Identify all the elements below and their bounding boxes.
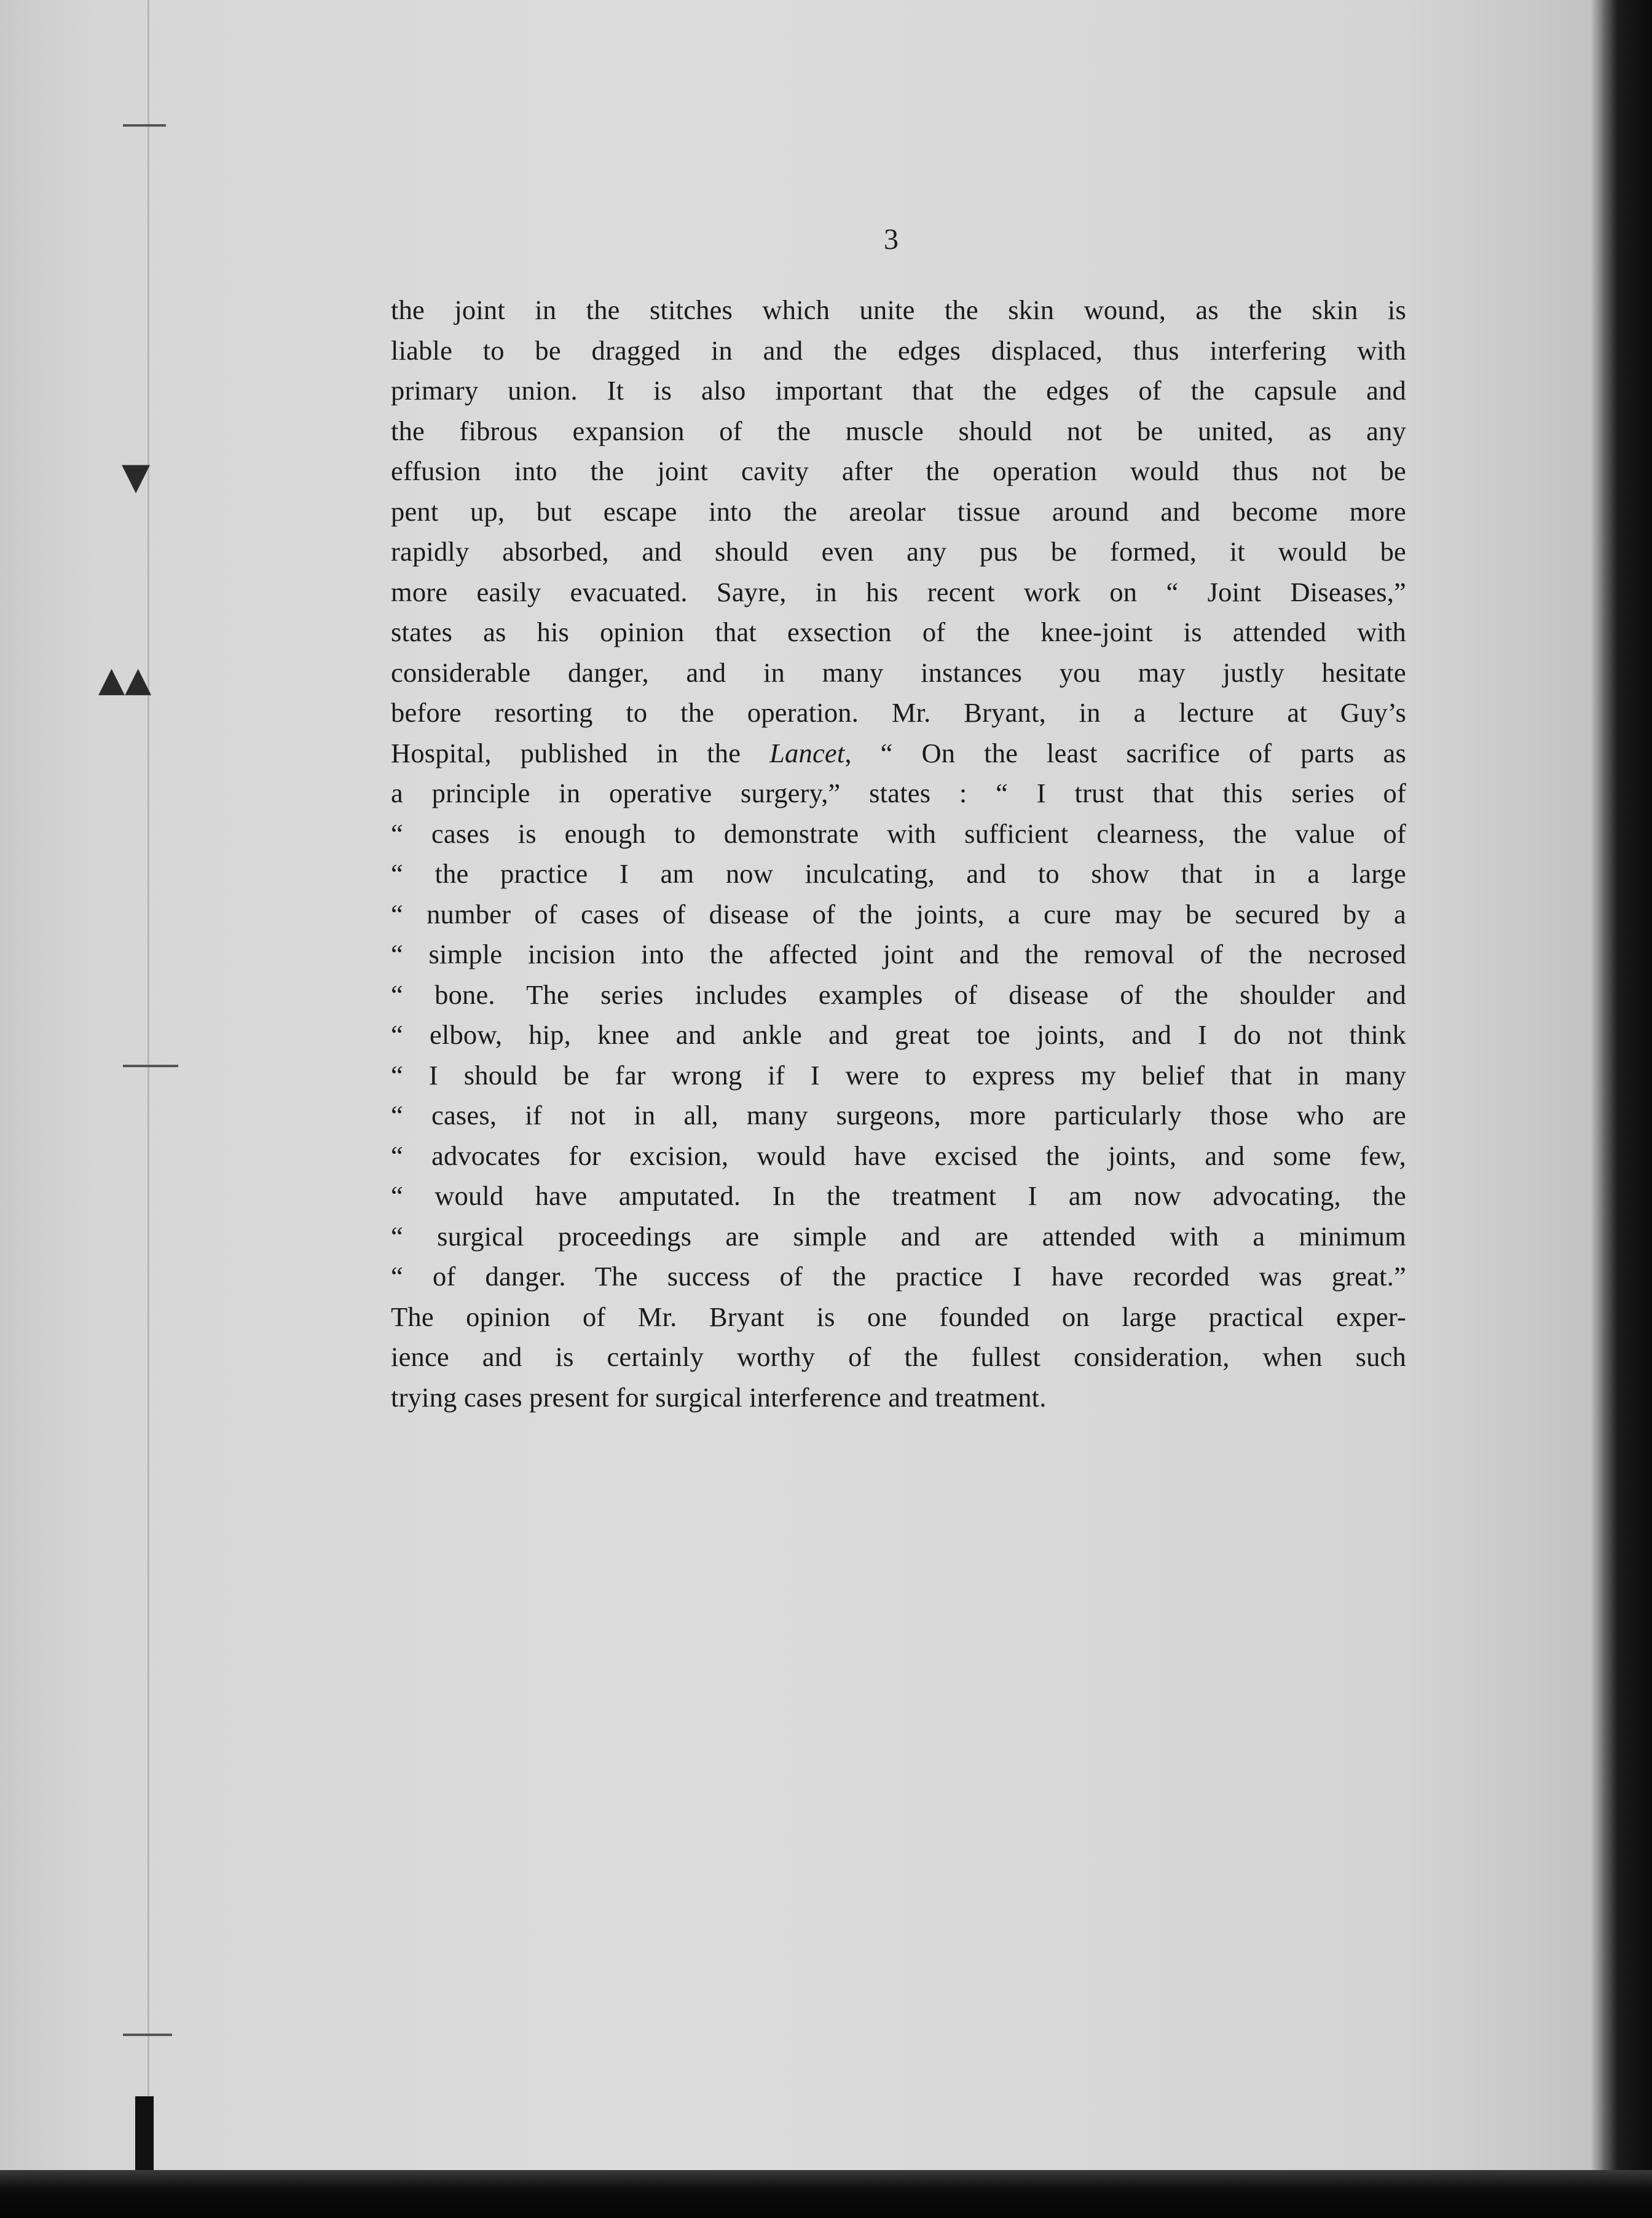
text-line: “ surgical proceedings are simple and are attended with a minimum <box>391 1220 1406 1252</box>
text-line: “ advocates for excision, would have excised the joints, and some few, <box>391 1140 1406 1171</box>
margin-mark <box>123 124 166 127</box>
text-line: pent up, but escape into the areolar tissue around and become more <box>391 495 1406 527</box>
binding-line <box>148 0 149 2170</box>
text-line: a principle in operative surgery,” states : “ I trust that this series of <box>391 778 1406 808</box>
text-line: “ of danger. The success of the practice I have recorded was great.” <box>391 1261 1406 1292</box>
page-edge-bottom-left <box>135 2096 154 2176</box>
text-line: The opinion of Mr. Bryant is one founded on large practical exper- <box>391 1301 1406 1332</box>
text-line: more easily evacuated. Sayre, in his recent work on “ Joint Diseases,” <box>391 576 1406 607</box>
text-line: “ I should be far wrong if I were to express my belief that in many <box>391 1059 1406 1091</box>
margin-mark <box>123 2034 172 2036</box>
margin-mark <box>123 1065 178 1067</box>
text-line: effusion into the joint cavity after the operation would thus not be <box>391 456 1406 486</box>
text-line: states as his opinion that exsection of the knee-joint is attended with <box>391 617 1406 647</box>
margin-mark: ▲▲ <box>98 659 152 700</box>
text-line: “ would have amputated. In the treatment I am now advocating, the <box>391 1180 1406 1211</box>
margin-mark: ▼ <box>122 455 151 498</box>
text-line: rapidly absorbed, and should even any pus be formed, it would be <box>391 536 1406 567</box>
text-line: Hospital, published in the Lancet, “ On the least sacrifice of parts as <box>391 737 1406 768</box>
text-line: liable to be dragged in and the edges displaced, thus interfering with <box>391 334 1406 366</box>
text-line: “ cases, if not in all, many surgeons, more particularly those who are <box>391 1100 1406 1131</box>
italic-journal-title: Lancet <box>769 737 845 768</box>
text-line: primary union. It is also important that the edges of the capsule and <box>391 375 1406 406</box>
text-line: ience and is certainly worthy of the fullest consideration, when such <box>391 1341 1406 1372</box>
text-line: “ elbow, hip, knee and ankle and great toe joints, and I do not think <box>391 1019 1406 1050</box>
page-edge-right <box>1603 0 1652 2218</box>
body-text <box>391 290 1406 1418</box>
page-number: 3 <box>884 223 899 256</box>
text-line: “ the practice I am now inculcating, and to show that in a large <box>391 858 1406 889</box>
text-line: considerable danger, and in many instances you may justly hesitate <box>391 657 1406 688</box>
text-line: the fibrous expansion of the muscle should not be united, as any <box>391 415 1406 446</box>
page-shadow-right <box>1591 0 1604 2218</box>
text-line: before resorting to the operation. Mr. Bryant, in a lecture at Guy’s <box>391 697 1406 728</box>
text-line: the joint in the stitches which unite the skin wound, as the skin is <box>391 294 1406 325</box>
text-line: “ cases is enough to demonstrate with sufficient clearness, the value of <box>391 818 1406 849</box>
text-line: “ number of cases of disease of the joints, a cure may be secured by a <box>391 898 1406 929</box>
page-edge-bottom <box>0 2170 1652 2218</box>
text-line: trying cases present for surgical interference and treatment. <box>391 1381 1047 1413</box>
text-line: “ bone. The series includes examples of disease of the shoulder and <box>391 979 1406 1010</box>
text-line: “ simple incision into the affected joint and the removal of the necrosed <box>391 939 1406 969</box>
